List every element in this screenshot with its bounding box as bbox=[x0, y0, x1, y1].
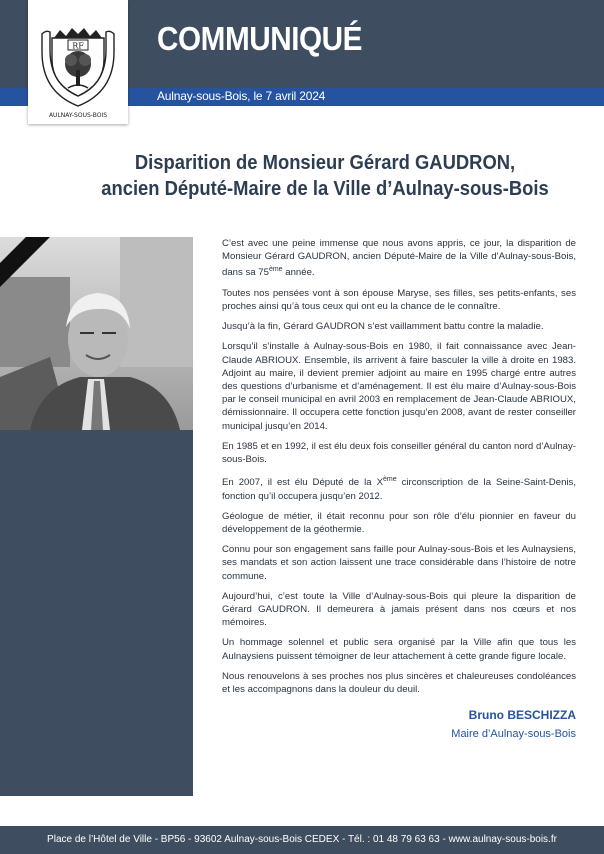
paragraph-4: Lorsqu’il s’installe à Aulnay-sous-Bois en 1980, il fait connaissance avec Jean-Claude ABRIOUX. Ensemble, ils arrivent à faire basculer la ville à droite en 1983. Adjoint au maire, il devient premier adjoint au maire en 1995 chargé entre autres des questions d’urbanisme et d’aménagement. Il est élu maire d’Aulnay-sous-Bois par le conseil municipal en avril 2003 en remplacement de Jean-Claude ABRIOUX, démissionnaire. Il occupera cette fonction jusqu’en 2008, avant de rester conseiller municipal jusqu’en 2014. bbox=[222, 341, 576, 432]
footer-contact: Place de l’Hôtel de Ville - BP56 - 93602 Aulnay-sous-Bois CEDEX - Tél. : 01 48 79 63 63 - www.aulnay-sous-bois.fr bbox=[0, 826, 604, 854]
headline-line-1: Disparition de Monsieur Gérard GAUDRON, bbox=[134, 152, 516, 174]
photo-trees bbox=[120, 237, 193, 367]
portrait-photo bbox=[0, 237, 193, 430]
signatory-title: Maire d’Aulnay-sous-Bois bbox=[451, 728, 576, 740]
mural-crown bbox=[54, 28, 102, 38]
logo-caption: AULNAY-SOUS-BOIS bbox=[48, 112, 108, 119]
paragraph-3: Jusqu’à la fin, Gérard GAUDRON s’est vaillamment battu contre la maladie. bbox=[222, 321, 544, 333]
paragraph-9: Aujourd’hui, c’est toute la Ville d’Aulnay-sous-Bois qui pleure la disparition de Gérard GAUDRON. Il demeurera à jamais présent dans nos cœurs et nos mémoires. bbox=[222, 590, 576, 629]
rf-initials: RF bbox=[72, 41, 84, 51]
photo-market-stall bbox=[0, 277, 70, 367]
paragraph-5: En 1985 et en 1992, il est élu deux fois conseiller général du canton nord d’Aulnay-sous-Bois. bbox=[222, 440, 576, 466]
press-release-body bbox=[222, 237, 576, 703]
signatory-name: Bruno BESCHIZZA bbox=[468, 708, 576, 722]
city-logo bbox=[28, 0, 128, 124]
left-side-panel bbox=[0, 430, 193, 796]
tree-leaves-left bbox=[65, 54, 77, 66]
dateline: Aulnay-sous-Bois, le 7 avril 2024 bbox=[157, 89, 326, 103]
paragraph-10: Un hommage solennel et public sera organisé par la Ville afin que tous les Aulnaysiens puissent témoigner de leur attachement à cette grande figure locale. bbox=[222, 637, 576, 662]
paragraph-8: Connu pour son engagement sans faille pour Aulnay-sous-Bois et les Aulnaysiens, ses mandats et son action laissent une trace considérable dans l’histoire de notre commune. bbox=[222, 544, 576, 582]
signature-block bbox=[451, 708, 576, 740]
paragraph-2: Toutes nos pensées vont à son épouse Maryse, ses filles, ses petits-enfants, ses proches ainsi qu’à tous ceux qui ont eu la chance de le connaître. bbox=[222, 287, 576, 312]
paragraph-11: Nous renouvelons à ses proches nos plus sincères et chaleureuses condoléances et les accompagnons dans la douleur du deuil. bbox=[222, 670, 576, 696]
headline-line-2: ancien Député-Maire de la Ville d’Aulnay-sous-Bois bbox=[101, 178, 549, 200]
headline bbox=[81, 150, 569, 202]
tree-leaves-right bbox=[79, 54, 91, 66]
page-title: COMMUNIQUÉ bbox=[157, 20, 363, 57]
paragraph-1: C’est avec une peine immense que nous avons appris, ce jour, la disparition de Monsieur Gérard GAUDRON, ancien Député-Maire de la Ville d’Aulnay-sous-Bois, dans sa 75ème année. bbox=[222, 238, 576, 279]
city-crest-icon bbox=[28, 0, 128, 124]
paragraph-7: Géologue de métier, il était reconnu pour son rôle d’élu pionnier en faveur du développement de la géothermie. bbox=[222, 510, 576, 536]
tree-trunk bbox=[76, 70, 80, 86]
paragraph-6: En 2007, il est élu Député de la Xème circonscription de la Seine-Saint-Denis, fonction qu’il occupera jusqu’en 2012. bbox=[222, 476, 576, 502]
